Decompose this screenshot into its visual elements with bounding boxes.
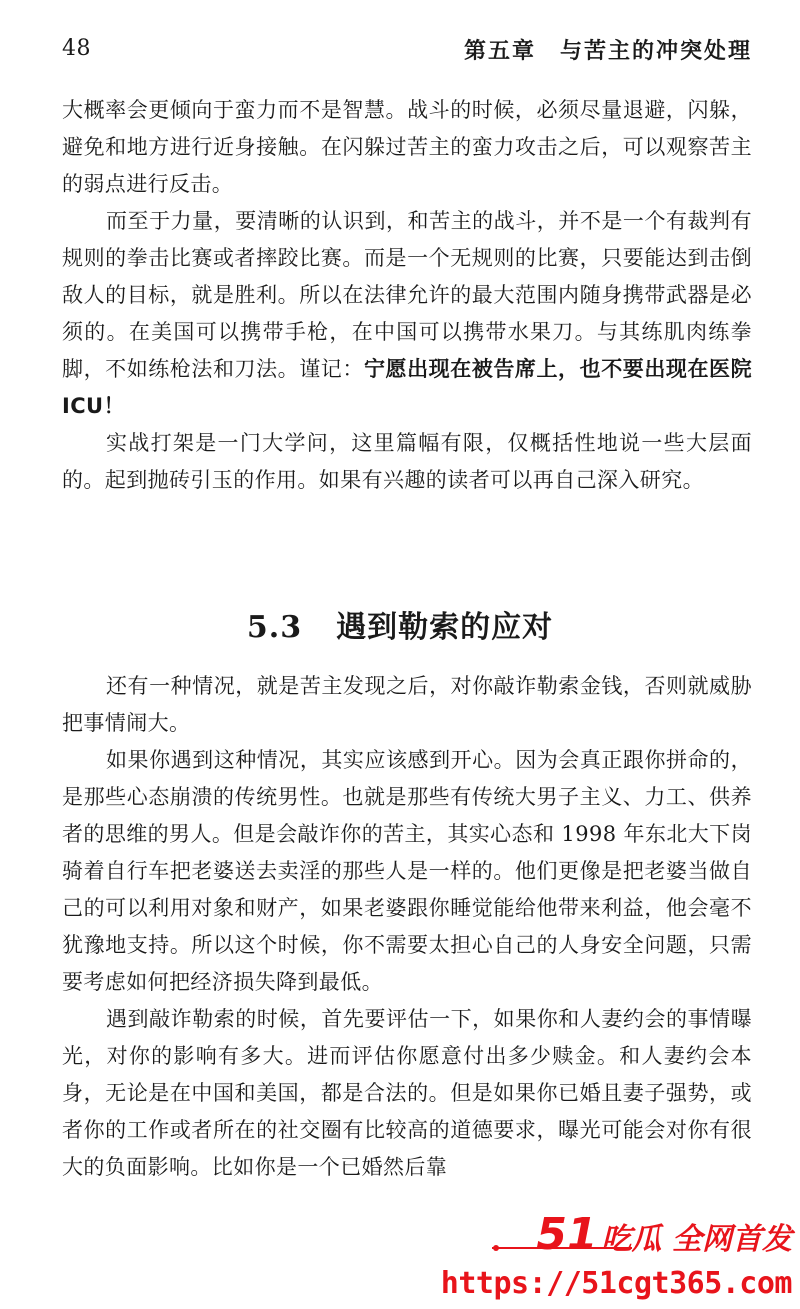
chapter-running-header: 第五章 与苦主的冲突处理 [463, 38, 752, 64]
watermark-url: https://51cgt365.com [440, 1266, 792, 1301]
paragraph: 遇到敲诈勒索的时候，首先要评估一下，如果你和人妻约会的事情曝光，对你的影响有多大。进而评估你愿意付出多少赎金。和人妻约会本身，无论是在中国和美国，都是合法的。但是如果你已婚且妻子强势，或者你的工作或者所在的社交圈有比较高的道德要求，曝光可能会对你有很大的负面影响。比如你是一个已婚然后靠 [62, 1007, 752, 1179]
section-number: 5.3 [246, 610, 303, 645]
page-number: 48 [62, 36, 91, 61]
watermark-logo-text: 吃瓜 全网首发 [601, 1222, 792, 1257]
watermark [440, 1209, 792, 1301]
watermark-logo-number: 51 [536, 1209, 598, 1260]
body-text-block-1 [62, 92, 752, 499]
paragraph [62, 203, 752, 425]
body-text-block-2 [62, 668, 752, 1186]
section-heading [0, 602, 800, 646]
paragraph: 实战打架是一门大学问，这里篇幅有限，仅概括性地说一些大层面的。起到抛砖引玉的作用。如果有兴趣的读者可以再自己深入研究。 [62, 431, 752, 492]
paragraph-text: 而至于力量，要清晰的认识到，和苦主的战斗，并不是一个有裁判有规则的拳击比赛或者摔跤比赛。而是一个无规则的比赛，只要能达到击倒敌人的目标，就是胜利。所以在法律允许的最大范围内随身携带武器是必须的。在美国可以携带手枪，在中国可以携带水果刀。与其练肌肉练拳脚，不如练枪法和刀法。谨记： [62, 209, 752, 381]
section-title: 遇到勒索的应对 [336, 610, 554, 645]
paragraph: 如果你遇到这种情况，其实应该感到开心。因为会真正跟你拼命的，是那些心态崩溃的传统男性。也就是那些有传统大男子主义、力工、供养者的思维的男人。但是会敲诈你的苦主，其实心态和 1998 年东北大下岗骑着自行车把老婆送去卖淫的那些人是一样的。他们更像是把老婆当做自己的可以利用对象和财产，如果老婆跟你睡觉能给他带来利益，他会毫不犹豫地支持。所以这个时候，你不需要太担心自己的人身安全问题，只需要考虑如何把经济损失降到最低。 [62, 748, 752, 994]
paragraph: 还有一种情况，就是苦主发现之后，对你敲诈勒索金钱，否则就威胁把事情闹大。 [62, 674, 752, 735]
paragraph: 大概率会更倾向于蛮力而不是智慧。战斗的时候，必须尽量退避，闪躲，避免和地方进行近身接触。在闪躲过苦主的蛮力攻击之后，可以观察苦主的弱点进行反击。 [62, 98, 752, 196]
watermark-logo [536, 1209, 792, 1260]
emphasis-text: 宁愿出现在被告席上，也不要出现在医院 ICU！ [62, 357, 752, 418]
